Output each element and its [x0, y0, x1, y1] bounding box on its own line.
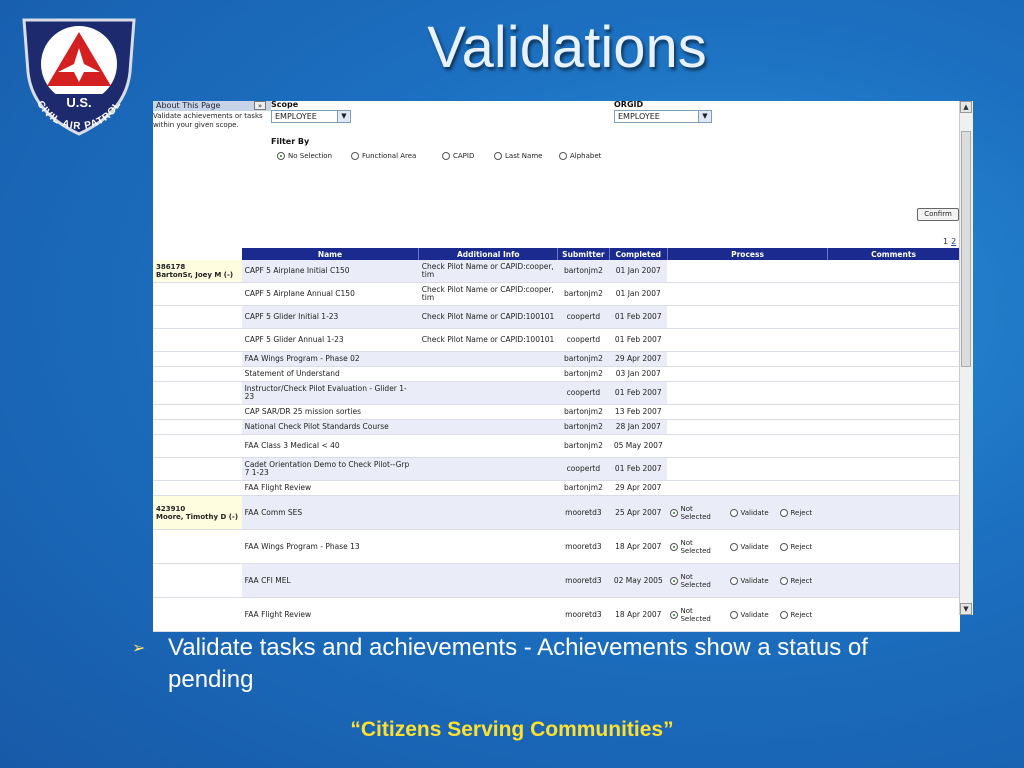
achievement-name: CAP SAR/DR 25 mission sorties [242, 405, 419, 420]
comments-cell [828, 420, 960, 435]
completed-date: 28 Jan 2007 [609, 420, 667, 435]
process-cell [667, 283, 827, 306]
process-cell [667, 260, 827, 283]
radio-icon [730, 509, 738, 517]
process-validate[interactable] [730, 577, 780, 585]
completed-date: 02 May 2005 [609, 564, 667, 598]
additional-info [419, 420, 558, 435]
additional-info [419, 458, 558, 481]
scroll-down-icon[interactable]: ▼ [960, 603, 972, 615]
bullet-text: Validate tasks and achievements - Achievements show a status of pending [168, 634, 868, 693]
member-id-cell-empty [153, 420, 242, 435]
validation-table [153, 248, 960, 632]
filter-capid[interactable] [442, 152, 474, 160]
filter-label: Functional Area [362, 152, 417, 160]
comments-cell [828, 405, 960, 420]
achievement-name: FAA Wings Program - Phase 13 [242, 530, 419, 564]
column-header-additional-info: Additional Info [419, 248, 558, 260]
member-id-cell-empty [153, 598, 242, 632]
column-header-completed: Completed [609, 248, 667, 260]
table-row [153, 481, 960, 496]
process-validate[interactable] [730, 611, 780, 619]
member-id-cell-empty [153, 530, 242, 564]
member-id-cell [153, 496, 242, 530]
comments-cell [828, 564, 960, 598]
process-reject[interactable] [780, 577, 820, 585]
process-cell [667, 382, 827, 405]
submitter: bartonjm2 [558, 481, 609, 496]
process-option-label: Reject [790, 576, 813, 585]
additional-info [419, 382, 558, 405]
achievement-name: Cadet Orientation Demo to Check Pilot--Grp 7 1-23 [242, 458, 419, 481]
process-validate[interactable] [730, 509, 780, 517]
additional-info: Check Pilot Name or CAPID:100101 [419, 306, 558, 329]
submitter: mooretd3 [558, 530, 609, 564]
member-capid: 386178 [156, 263, 186, 271]
additional-info [419, 352, 558, 367]
process-reject[interactable] [780, 611, 820, 619]
process-reject[interactable] [780, 543, 820, 551]
process-not-selected[interactable] [670, 573, 730, 589]
process-option-label: Not Selected [680, 572, 711, 589]
submitter: coopertd [558, 458, 609, 481]
radio-icon [780, 509, 788, 517]
process-option-label: Validate [740, 576, 769, 585]
achievement-name: CAPF 5 Airplane Initial C150 [242, 260, 419, 283]
process-cell [667, 329, 827, 352]
process-cell [667, 367, 827, 382]
process-option-label: Not Selected [680, 504, 711, 521]
page-2-link[interactable]: 2 [951, 237, 957, 246]
member-id-cell-empty [153, 481, 242, 496]
submitter: mooretd3 [558, 496, 609, 530]
table-row [153, 283, 960, 306]
submitter: bartonjm2 [558, 352, 609, 367]
column-header-name[interactable]: Name [242, 248, 419, 260]
submitter: bartonjm2 [558, 260, 609, 283]
process-validate[interactable] [730, 543, 780, 551]
achievement-name: FAA Flight Review [242, 481, 419, 496]
comments-cell [828, 496, 960, 530]
process-not-selected[interactable] [670, 607, 730, 623]
radio-selected-icon [670, 509, 678, 517]
additional-info [419, 435, 558, 458]
completed-date: 18 Apr 2007 [609, 530, 667, 564]
pager [943, 237, 956, 246]
achievement-name: Instructor/Check Pilot Evaluation - Glider 1-23 [242, 382, 419, 405]
additional-info [419, 598, 558, 632]
process-cell [667, 564, 827, 598]
completed-date: 03 Jan 2007 [609, 367, 667, 382]
comments-cell [828, 283, 960, 306]
filter-no-selection[interactable] [277, 152, 332, 160]
orgid-value: EMPLOYEE [618, 112, 660, 121]
comments-cell [828, 530, 960, 564]
table-row [153, 367, 960, 382]
radio-selected-icon [277, 152, 285, 160]
filter-label: CAPID [453, 152, 475, 160]
radio-selected-icon [670, 577, 678, 585]
filter-alphabet[interactable] [559, 152, 601, 160]
comments-cell [828, 306, 960, 329]
process-cell [667, 435, 827, 458]
process-cell [667, 496, 827, 530]
achievement-name: Statement of Understand [242, 367, 419, 382]
process-option-label: Validate [740, 508, 769, 517]
member-id-cell-empty [153, 382, 242, 405]
process-cell [667, 598, 827, 632]
confirm-button[interactable]: Confirm [917, 208, 959, 221]
process-option-label: Reject [790, 610, 813, 619]
completed-date: 25 Apr 2007 [609, 496, 667, 530]
comments-cell [828, 367, 960, 382]
member-id-cell-empty [153, 329, 242, 352]
additional-info: Check Pilot Name or CAPID:cooper, tim [419, 283, 558, 306]
achievement-name: FAA Class 3 Medical < 40 [242, 435, 419, 458]
radio-selected-icon [670, 543, 678, 551]
process-option-label: Not Selected [680, 606, 711, 623]
radio-icon [780, 611, 788, 619]
logo-top-text: U.S. [66, 95, 92, 110]
achievement-name: FAA Comm SES [242, 496, 419, 530]
achievement-name: CAPF 5 Glider Annual 1-23 [242, 329, 419, 352]
member-id-cell-empty [153, 458, 242, 481]
radio-icon [494, 152, 502, 160]
chevron-down-icon: ▼ [698, 111, 711, 122]
about-page-label: About This Page [156, 101, 221, 110]
submitter: mooretd3 [558, 564, 609, 598]
chevron-down-icon: ▼ [337, 111, 350, 122]
comments-cell [828, 260, 960, 283]
process-not-selected[interactable] [670, 505, 730, 521]
table-row [153, 496, 960, 530]
completed-date: 18 Apr 2007 [609, 598, 667, 632]
submitter: coopertd [558, 306, 609, 329]
slide-footer: “Citizens Serving Communities” [350, 718, 674, 741]
process-not-selected[interactable] [670, 539, 730, 555]
achievement-name: National Check Pilot Standards Course [242, 420, 419, 435]
additional-info [419, 481, 558, 496]
completed-date: 05 May 2007 [609, 435, 667, 458]
submitter: coopertd [558, 382, 609, 405]
comments-cell [828, 382, 960, 405]
member-id-cell-empty [153, 352, 242, 367]
table-row [153, 405, 960, 420]
member-id-cell-empty [153, 306, 242, 329]
achievement-name: CAPF 5 Airplane Annual C150 [242, 283, 419, 306]
radio-icon [559, 152, 567, 160]
table-row [153, 329, 960, 352]
radio-icon [442, 152, 450, 160]
radio-icon [780, 577, 788, 585]
additional-info: Check Pilot Name or CAPID:cooper, tim [419, 260, 558, 283]
comments-cell [828, 481, 960, 496]
filter-label: No Selection [288, 152, 333, 160]
radio-icon [730, 543, 738, 551]
radio-icon [730, 577, 738, 585]
process-cell [667, 306, 827, 329]
filter-label: Last Name [505, 152, 543, 160]
scope-label: Scope [271, 100, 299, 109]
table-row [153, 458, 960, 481]
submitter: coopertd [558, 329, 609, 352]
radio-icon [780, 543, 788, 551]
process-option-label: Validate [740, 610, 769, 619]
completed-date: 01 Jan 2007 [609, 260, 667, 283]
additional-info [419, 367, 558, 382]
table-row [153, 564, 960, 598]
column-header-process: Process [667, 248, 827, 260]
submitter: bartonjm2 [558, 367, 609, 382]
additional-info [419, 530, 558, 564]
member-id-cell-empty [153, 283, 242, 306]
filter-last-name[interactable] [494, 152, 542, 160]
table-row [153, 352, 960, 367]
process-option-label: Reject [790, 508, 813, 517]
submitter: bartonjm2 [558, 405, 609, 420]
table-row [153, 306, 960, 329]
process-cell [667, 530, 827, 564]
completed-date: 13 Feb 2007 [609, 405, 667, 420]
completed-date: 01 Feb 2007 [609, 458, 667, 481]
page-1: 1 [943, 237, 949, 246]
radio-icon [730, 611, 738, 619]
completed-date: 29 Apr 2007 [609, 481, 667, 496]
additional-info [419, 496, 558, 530]
table-row [153, 530, 960, 564]
achievement-name: CAPF 5 Glider Initial 1-23 [242, 306, 419, 329]
submitter: bartonjm2 [558, 435, 609, 458]
member-id-cell-empty [153, 405, 242, 420]
comments-cell [828, 598, 960, 632]
collapse-icon[interactable]: » [254, 101, 266, 110]
achievement-name: FAA Flight Review [242, 598, 419, 632]
filter-by-label: Filter By [271, 137, 310, 146]
scroll-up-icon[interactable]: ▲ [960, 101, 972, 113]
process-option-label: Validate [740, 542, 769, 551]
column-header-submitter: Submitter [558, 248, 609, 260]
member-id-cell-empty [153, 367, 242, 382]
completed-date: 01 Jan 2007 [609, 283, 667, 306]
member-name: Moore, Timothy D (-) [156, 512, 239, 521]
validation-app-screenshot [153, 100, 973, 623]
orgid-select[interactable] [614, 110, 712, 123]
logo-ring-text: CIVIL AIR PATROL [34, 99, 124, 133]
table-row [153, 260, 960, 283]
process-cell [667, 405, 827, 420]
table-row [153, 382, 960, 405]
additional-info [419, 405, 558, 420]
comments-cell [828, 352, 960, 367]
comments-cell [828, 329, 960, 352]
process-cell [667, 420, 827, 435]
filter-functional-area[interactable] [351, 152, 416, 160]
process-option-label: Not Selected [680, 538, 711, 555]
achievement-name: FAA Wings Program - Phase 02 [242, 352, 419, 367]
completed-date: 01 Feb 2007 [609, 329, 667, 352]
comments-cell [828, 435, 960, 458]
table-row [153, 435, 960, 458]
bullet-arrow-icon: ➢ [132, 640, 146, 657]
completed-date: 01 Feb 2007 [609, 306, 667, 329]
process-reject[interactable] [780, 509, 820, 517]
additional-info: Check Pilot Name or CAPID:100101 [419, 329, 558, 352]
table-row [153, 598, 960, 632]
achievement-name: FAA CFI MEL [242, 564, 419, 598]
comments-cell [828, 458, 960, 481]
member-capid: 423910 [156, 504, 186, 513]
radio-selected-icon [670, 611, 678, 619]
member-id-cell [153, 260, 242, 283]
about-page-text: Validate achievements or tasks within your given scope. [153, 112, 263, 129]
process-cell [667, 481, 827, 496]
id-column-header [153, 248, 242, 260]
vertical-scrollbar[interactable] [959, 101, 973, 615]
submitter: mooretd3 [558, 598, 609, 632]
member-id-cell-empty [153, 564, 242, 598]
submitter: bartonjm2 [558, 283, 609, 306]
orgid-label: ORGID [614, 100, 644, 109]
scope-value: EMPLOYEE [275, 112, 317, 121]
filter-label: Alphabet [570, 152, 602, 160]
additional-info [419, 564, 558, 598]
process-option-label: Reject [790, 542, 813, 551]
table-row [153, 420, 960, 435]
submitter: bartonjm2 [558, 420, 609, 435]
column-header-comments: Comments [828, 248, 960, 260]
slide-title: Validations [427, 15, 707, 80]
process-cell [667, 352, 827, 367]
scroll-thumb[interactable] [961, 131, 971, 367]
member-name: BartonSr, Joey M (-) [156, 271, 234, 279]
radio-icon [351, 152, 359, 160]
process-cell [667, 458, 827, 481]
completed-date: 29 Apr 2007 [609, 352, 667, 367]
scope-select[interactable] [271, 110, 351, 123]
member-id-cell-empty [153, 435, 242, 458]
completed-date: 01 Feb 2007 [609, 382, 667, 405]
